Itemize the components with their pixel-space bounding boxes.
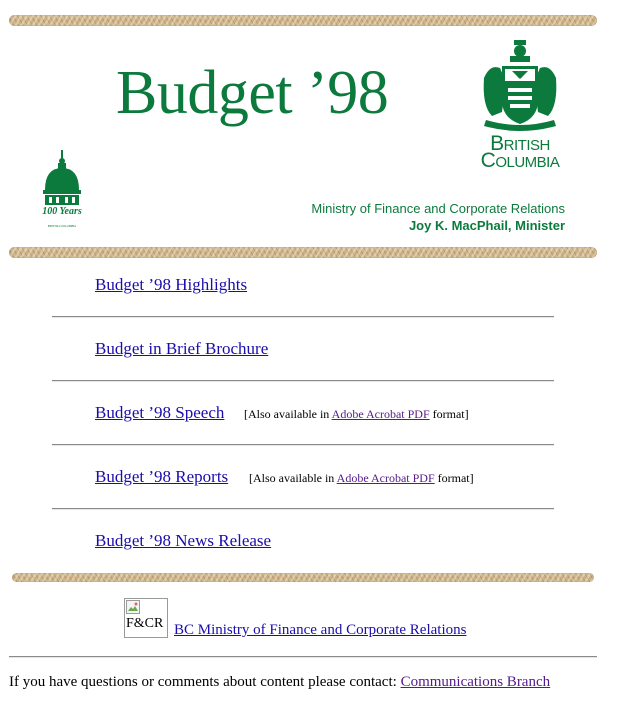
page-title: Budget ’98	[116, 59, 389, 127]
budget-speech-link[interactable]: Budget ’98 Speech	[95, 403, 225, 422]
budget-news-release-link[interactable]: Budget ’98 News Release	[95, 531, 272, 550]
province-name-line-2: Columbia	[480, 149, 560, 172]
communications-branch-link[interactable]: Communications Branch	[400, 674, 551, 690]
speech-pdf-link[interactable]: Adobe Acrobat PDF	[331, 407, 430, 421]
ministry-home-link[interactable]: BC Ministry of Finance and Corporate Relations	[174, 622, 467, 638]
top-rope-divider	[9, 15, 597, 26]
budget-highlights-link[interactable]: Budget ’98 Highlights	[95, 275, 248, 294]
speech-pdf-note	[244, 407, 469, 422]
divider	[52, 444, 554, 446]
contact-text: If you have questions or comments about content please contact:	[9, 674, 401, 690]
budget-reports-link[interactable]: Budget ’98 Reports	[95, 467, 229, 486]
broken-image-icon	[126, 600, 140, 614]
logo-alt-text: F&CR	[126, 616, 164, 631]
pdf-note-prefix: [Also available in	[244, 407, 332, 421]
divider	[52, 316, 554, 318]
dome-caption: BRITISH COLUMBIA	[47, 224, 77, 228]
budget-brochure-link[interactable]: Budget in Brief Brochure	[95, 339, 269, 358]
reports-pdf-link[interactable]: Adobe Acrobat PDF	[336, 471, 435, 485]
ministry-name: Ministry of Finance and Corporate Relations	[311, 201, 565, 216]
dome-anniversary-text: 100 Years	[42, 206, 82, 217]
minister-name: Joy K. MacPhail, Minister	[408, 218, 565, 233]
banner-rope-divider	[9, 247, 597, 258]
footer-divider	[9, 656, 597, 658]
pdf-note-suffix: format]	[434, 471, 474, 485]
province-name-line-1: British	[490, 132, 550, 155]
divider	[52, 508, 554, 510]
reports-pdf-note	[249, 471, 474, 486]
fcr-logo-image[interactable]	[124, 598, 168, 638]
contact-line	[9, 674, 550, 691]
legislature-dome-icon	[39, 150, 85, 232]
pdf-note-prefix: [Also available in	[249, 471, 337, 485]
pdf-note-suffix: format]	[429, 407, 469, 421]
bottom-rope-divider	[12, 573, 594, 582]
divider	[52, 380, 554, 382]
